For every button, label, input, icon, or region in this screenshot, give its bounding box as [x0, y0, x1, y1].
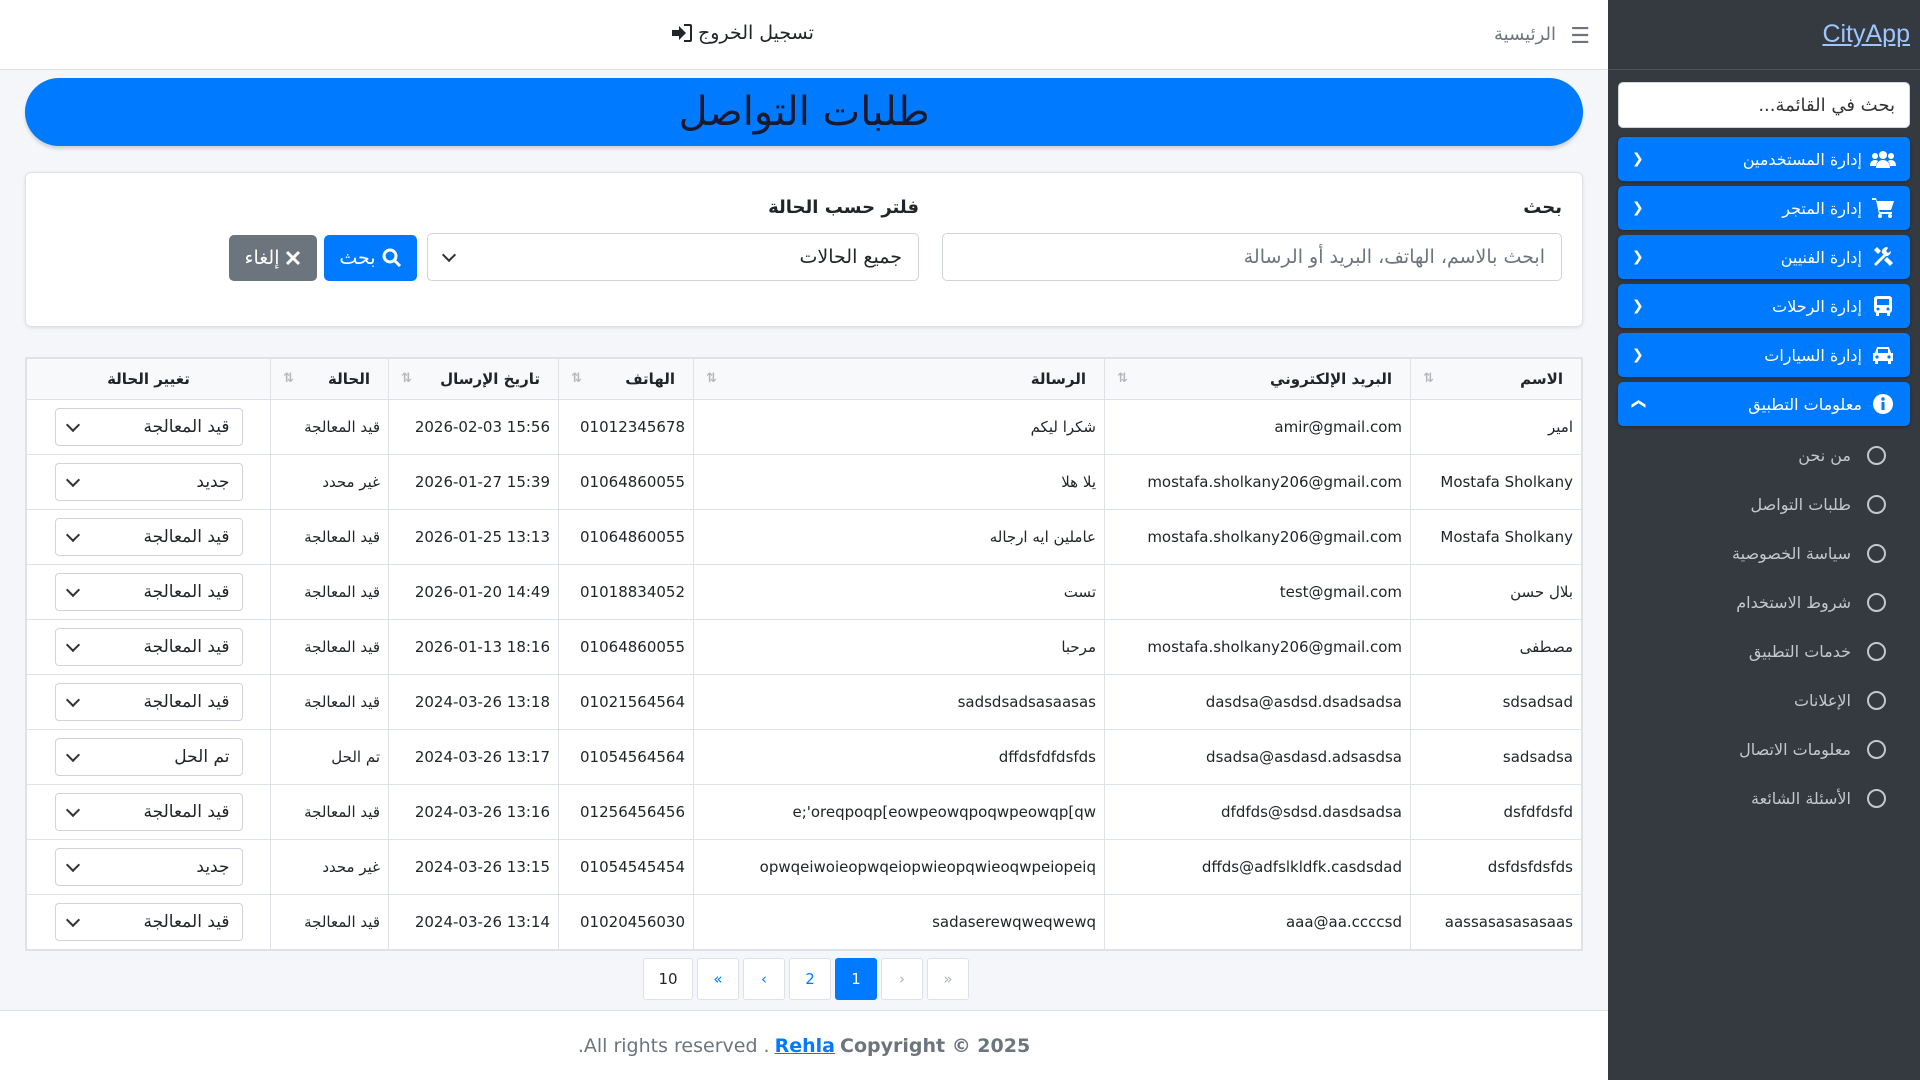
cell-message: تست: [694, 565, 1105, 620]
pagination: [643, 958, 973, 1000]
cell-change-status: [27, 675, 271, 730]
status-select[interactable]: [55, 408, 243, 446]
page-last[interactable]: «: [697, 958, 739, 1000]
filter-card: [25, 172, 1583, 327]
cell-date: 2026-01-13 18:16: [389, 620, 559, 675]
cell-status: قيد المعالجة: [271, 400, 389, 455]
sidebar-item-users[interactable]: [1618, 137, 1910, 181]
page-title: طلبات التواصل: [678, 89, 930, 135]
table-row: [27, 895, 1582, 950]
cell-phone: 01064860055: [559, 620, 694, 675]
table-row: [27, 510, 1582, 565]
table-row: [27, 675, 1582, 730]
cell-message: شكرا ليكم: [694, 400, 1105, 455]
table-row: [27, 730, 1582, 785]
chevron-down-icon: [65, 582, 79, 596]
cell-status: قيد المعالجة: [271, 675, 389, 730]
cell-change-status: [27, 840, 271, 895]
sidebar-item-label: إدارة المتجر: [1782, 198, 1862, 218]
status-select-value: قيد المعالجة: [143, 637, 230, 657]
cell-change-status: [27, 455, 271, 510]
sidebar-item-label: إدارة السيارات: [1764, 345, 1862, 365]
nav-home-link[interactable]: الرئيسية: [1494, 24, 1556, 45]
table-header-row: [27, 359, 1582, 400]
cell-name: Mostafa Sholkany: [1411, 510, 1582, 565]
search-button[interactable]: [324, 235, 417, 281]
status-select-value: قيد المعالجة: [143, 527, 230, 547]
tools-icon: [1868, 246, 1898, 268]
sidebar-subitem-faq[interactable]: [1618, 774, 1910, 823]
cell-phone: 01064860055: [559, 455, 694, 510]
car-icon: [1868, 345, 1898, 365]
chevron-down-icon: [65, 472, 79, 486]
cell-message: dffdsfdfdsfds: [694, 730, 1105, 785]
status-select[interactable]: [55, 683, 243, 721]
circle-icon: [1867, 495, 1886, 514]
cell-email: mostafa.sholkany206@gmail.com: [1105, 455, 1411, 510]
cancel-button-label: إلغاء: [244, 247, 280, 269]
status-filter-label: فلتر حسب الحالة: [768, 197, 919, 218]
sidebar-subitem-label: طلبات التواصل: [1750, 495, 1851, 514]
cell-email: dsadsa@asdasd.adsasdsa: [1105, 730, 1411, 785]
top-navbar: [0, 0, 1608, 70]
status-select-value: جديد: [196, 472, 230, 492]
cell-phone: 01054545454: [559, 840, 694, 895]
cell-phone: 01020456030: [559, 895, 694, 950]
cell-status: غير محدد: [271, 455, 389, 510]
cell-phone: 01256456456: [559, 785, 694, 840]
sort-icon: ⇅: [283, 371, 294, 386]
footer-rights: . All rights reserved.: [577, 1034, 770, 1057]
sort-icon: ⇅: [401, 371, 412, 386]
search-icon: [382, 248, 402, 268]
chevron-down-icon: ❮: [1629, 398, 1646, 410]
footer: [0, 1010, 1608, 1080]
sidebar-subitem-label: الإعلانات: [1793, 691, 1851, 710]
table-row: [27, 455, 1582, 510]
page-2[interactable]: 2: [789, 958, 831, 1000]
cart-icon: [1868, 198, 1898, 218]
circle-icon: [1867, 691, 1886, 710]
status-filter-select[interactable]: [427, 233, 919, 281]
cell-name: Mostafa Sholkany: [1411, 455, 1582, 510]
page-size[interactable]: 10: [643, 958, 693, 1000]
sidebar-subitem-privacy[interactable]: [1618, 529, 1910, 578]
cell-phone: 01012345678: [559, 400, 694, 455]
page-1[interactable]: 1: [835, 958, 877, 1000]
menu-toggle-icon[interactable]: ☰: [1570, 24, 1590, 49]
cell-name: مصطفى: [1411, 620, 1582, 675]
column-header-change-status: [27, 359, 271, 400]
chevron-down-icon: [442, 247, 456, 261]
cell-email: dfdfds@sdsd.dasdsadsa: [1105, 785, 1411, 840]
page-next[interactable]: ‹: [743, 958, 785, 1000]
chevron-left-icon: ❮: [1632, 249, 1644, 265]
bus-icon: [1868, 295, 1898, 317]
status-select[interactable]: [55, 738, 243, 776]
cell-change-status: [27, 730, 271, 785]
status-select-value: قيد المعالجة: [143, 912, 230, 932]
sidebar-subitem-label: سياسة الخصوصية: [1732, 544, 1851, 563]
cell-email: amir@gmail.com: [1105, 400, 1411, 455]
chevron-down-icon: [65, 912, 79, 926]
cell-email: dasdsa@asdsd.dsadsadsa: [1105, 675, 1411, 730]
sidebar-subitem-terms[interactable]: [1618, 578, 1910, 627]
chevron-down-icon: [65, 417, 79, 431]
status-select-value: تم الحل: [174, 747, 230, 767]
sidebar-item-trips[interactable]: [1618, 284, 1910, 328]
contact-requests-table: [25, 357, 1583, 951]
cell-message: مرحبا: [694, 620, 1105, 675]
sort-icon: ⇅: [1423, 371, 1434, 386]
status-select[interactable]: [55, 463, 243, 501]
cell-date: 2024-03-26 13:14: [389, 895, 559, 950]
status-select-value: قيد المعالجة: [143, 692, 230, 712]
users-icon: [1868, 150, 1898, 168]
chevron-down-icon: [65, 692, 79, 706]
cell-email: test@gmail.com: [1105, 565, 1411, 620]
cell-change-status: [27, 785, 271, 840]
circle-icon: [1867, 740, 1886, 759]
column-header-label: الحالة: [328, 370, 370, 388]
search-button-label: بحث: [339, 247, 376, 269]
table-row: [27, 840, 1582, 895]
cell-change-status: [27, 400, 271, 455]
sidebar-item-app-info[interactable]: [1618, 382, 1910, 426]
cell-status: قيد المعالجة: [271, 510, 389, 565]
cell-change-status: [27, 895, 271, 950]
cancel-button[interactable]: [229, 235, 317, 281]
cell-date: 2024-03-26 13:17: [389, 730, 559, 785]
cell-email: mostafa.sholkany206@gmail.com: [1105, 620, 1411, 675]
table-row: [27, 785, 1582, 840]
sidebar-subitem-label: شروط الاستخدام: [1736, 593, 1851, 612]
circle-icon: [1867, 642, 1886, 661]
column-header-message[interactable]: [694, 359, 1105, 400]
status-select[interactable]: [55, 573, 243, 611]
chevron-left-icon: ❮: [1632, 200, 1644, 216]
column-header-email[interactable]: [1105, 359, 1411, 400]
footer-link[interactable]: Rehla: [774, 1034, 835, 1057]
cell-email: mostafa.sholkany206@gmail.com: [1105, 510, 1411, 565]
sort-icon: ⇅: [571, 371, 582, 386]
close-icon: [285, 250, 301, 266]
footer-copyright: Copyright © 2025: [840, 1034, 1031, 1057]
sidebar-subitem-label: خدمات التطبيق: [1748, 642, 1851, 661]
sidebar-subitem-about[interactable]: [1618, 431, 1910, 480]
sidebar-item-cars[interactable]: [1618, 333, 1910, 377]
column-header-label: الهاتف: [625, 370, 675, 388]
cell-date: 2026-01-20 14:49: [389, 565, 559, 620]
cell-name: sdsadsad: [1411, 675, 1582, 730]
sidebar-item-technicians[interactable]: [1618, 235, 1910, 279]
cell-status: تم الحل: [271, 730, 389, 785]
cell-date: 2024-03-26 13:15: [389, 840, 559, 895]
column-header-phone[interactable]: [559, 359, 694, 400]
sidebar: [1608, 0, 1920, 1080]
chevron-down-icon: [65, 527, 79, 541]
cell-message: sadaserewqweqwewq: [694, 895, 1105, 950]
status-select[interactable]: [55, 793, 243, 831]
cell-message: e;'oreqpoqp[eowpeowqpoqwpeowqp[qw: [694, 785, 1105, 840]
table-row: [27, 565, 1582, 620]
sidebar-item-label: معلومات التطبيق: [1748, 394, 1862, 414]
chevron-down-icon: [65, 857, 79, 871]
cell-phone: 01054564564: [559, 730, 694, 785]
sidebar-subitem-contact-info[interactable]: [1618, 725, 1910, 774]
status-select[interactable]: [55, 903, 243, 941]
status-filter-value: جميع الحالات: [799, 246, 902, 268]
cell-status: قيد المعالجة: [271, 785, 389, 840]
cell-name: بلال حسن: [1411, 565, 1582, 620]
chevron-down-icon: [65, 802, 79, 816]
cell-date: 2024-03-26 13:16: [389, 785, 559, 840]
sidebar-subitem-label: الأسئلة الشائعة: [1751, 789, 1851, 808]
cell-status: قيد المعالجة: [271, 895, 389, 950]
page-prev: ›: [881, 958, 923, 1000]
circle-icon: [1867, 593, 1886, 612]
page-first: »: [927, 958, 969, 1000]
info-icon: [1868, 393, 1898, 415]
cell-status: قيد المعالجة: [271, 620, 389, 675]
status-select[interactable]: [55, 848, 243, 886]
cell-change-status: [27, 510, 271, 565]
sidebar-subitem-label: معلومات الاتصال: [1739, 740, 1851, 759]
circle-icon: [1867, 544, 1886, 563]
search-input[interactable]: ابحث بالاسم، الهاتف، البريد أو الرسالة: [942, 233, 1562, 281]
cell-name: aassasasasasaas: [1411, 895, 1582, 950]
cell-message: sadsdsadsasaasas: [694, 675, 1105, 730]
cell-date: 2026-01-25 13:13: [389, 510, 559, 565]
column-header-label: تغيير الحالة: [107, 370, 190, 388]
column-header-label: تاريخ الإرسال: [440, 370, 540, 388]
column-header-label: الاسم: [1520, 370, 1563, 388]
cell-date: 2024-03-26 13:18: [389, 675, 559, 730]
cell-name: sadsadsa: [1411, 730, 1582, 785]
brand: [1608, 0, 1920, 70]
chevron-down-icon: [65, 747, 79, 761]
cell-message: يلا هلا: [694, 455, 1105, 510]
logout-label: تسجيل الخروج: [698, 22, 814, 44]
chevron-left-icon: ❮: [1632, 151, 1644, 167]
logout-link[interactable]: [672, 22, 814, 44]
brand-link[interactable]: CityApp: [1822, 20, 1910, 48]
circle-icon: [1867, 446, 1886, 465]
cell-date: 2026-01-27 15:39: [389, 455, 559, 510]
cell-phone: 01064860055: [559, 510, 694, 565]
circle-icon: [1867, 789, 1886, 808]
cell-message: عاملين ايه ارجاله: [694, 510, 1105, 565]
status-select[interactable]: [55, 628, 243, 666]
sidebar-subitem-services[interactable]: [1618, 627, 1910, 676]
sidebar-subitem-ads[interactable]: [1618, 676, 1910, 725]
sidebar-item-label: إدارة الفنيين: [1780, 247, 1862, 267]
sidebar-subitem-contact-requests[interactable]: [1618, 480, 1910, 529]
sidebar-menu: [1608, 137, 1920, 823]
table-row: [27, 620, 1582, 675]
status-select-value: قيد المعالجة: [143, 417, 230, 437]
cell-name: dsfdsfdsfds: [1411, 840, 1582, 895]
column-header-status[interactable]: [271, 359, 389, 400]
cell-phone: 01018834052: [559, 565, 694, 620]
cell-message: opwqeiwoieopwqeiopwieopqwieoqwpeiopeiq: [694, 840, 1105, 895]
status-select-value: قيد المعالجة: [143, 582, 230, 602]
search-label: بحث: [1523, 197, 1562, 218]
column-header-name[interactable]: [1411, 359, 1582, 400]
cell-change-status: [27, 620, 271, 675]
column-header-label: البريد الإلكتروني: [1270, 370, 1392, 388]
cell-name: امير: [1411, 400, 1582, 455]
status-select-value: قيد المعالجة: [143, 802, 230, 822]
cell-name: dsfdfdsfd: [1411, 785, 1582, 840]
sign-out-icon: [672, 24, 692, 42]
cell-email: dffds@adfslkldfk.casdsdad: [1105, 840, 1411, 895]
status-select[interactable]: [55, 518, 243, 556]
sidebar-item-store[interactable]: [1618, 186, 1910, 230]
sort-icon: ⇅: [706, 371, 717, 386]
chevron-left-icon: ❮: [1632, 298, 1644, 314]
table-row: [27, 400, 1582, 455]
cell-status: غير محدد: [271, 840, 389, 895]
sort-icon: ⇅: [1117, 371, 1128, 386]
chevron-down-icon: [65, 637, 79, 651]
sidebar-subitem-label: من نحن: [1798, 446, 1851, 465]
column-header-date[interactable]: [389, 359, 559, 400]
page-title-banner: [25, 78, 1583, 146]
status-select-value: جديد: [196, 857, 230, 877]
sidebar-search-input[interactable]: بحث في القائمة...: [1618, 82, 1910, 128]
cell-change-status: [27, 565, 271, 620]
cell-email: aaa@aa.ccccsd: [1105, 895, 1411, 950]
column-header-label: الرسالة: [1030, 370, 1086, 388]
cell-date: 2026-02-03 15:56: [389, 400, 559, 455]
cell-phone: 01021564564: [559, 675, 694, 730]
sidebar-item-label: إدارة المستخدمين: [1742, 149, 1862, 169]
sidebar-item-label: إدارة الرحلات: [1772, 296, 1862, 316]
cell-status: قيد المعالجة: [271, 565, 389, 620]
chevron-left-icon: ❮: [1632, 347, 1644, 363]
